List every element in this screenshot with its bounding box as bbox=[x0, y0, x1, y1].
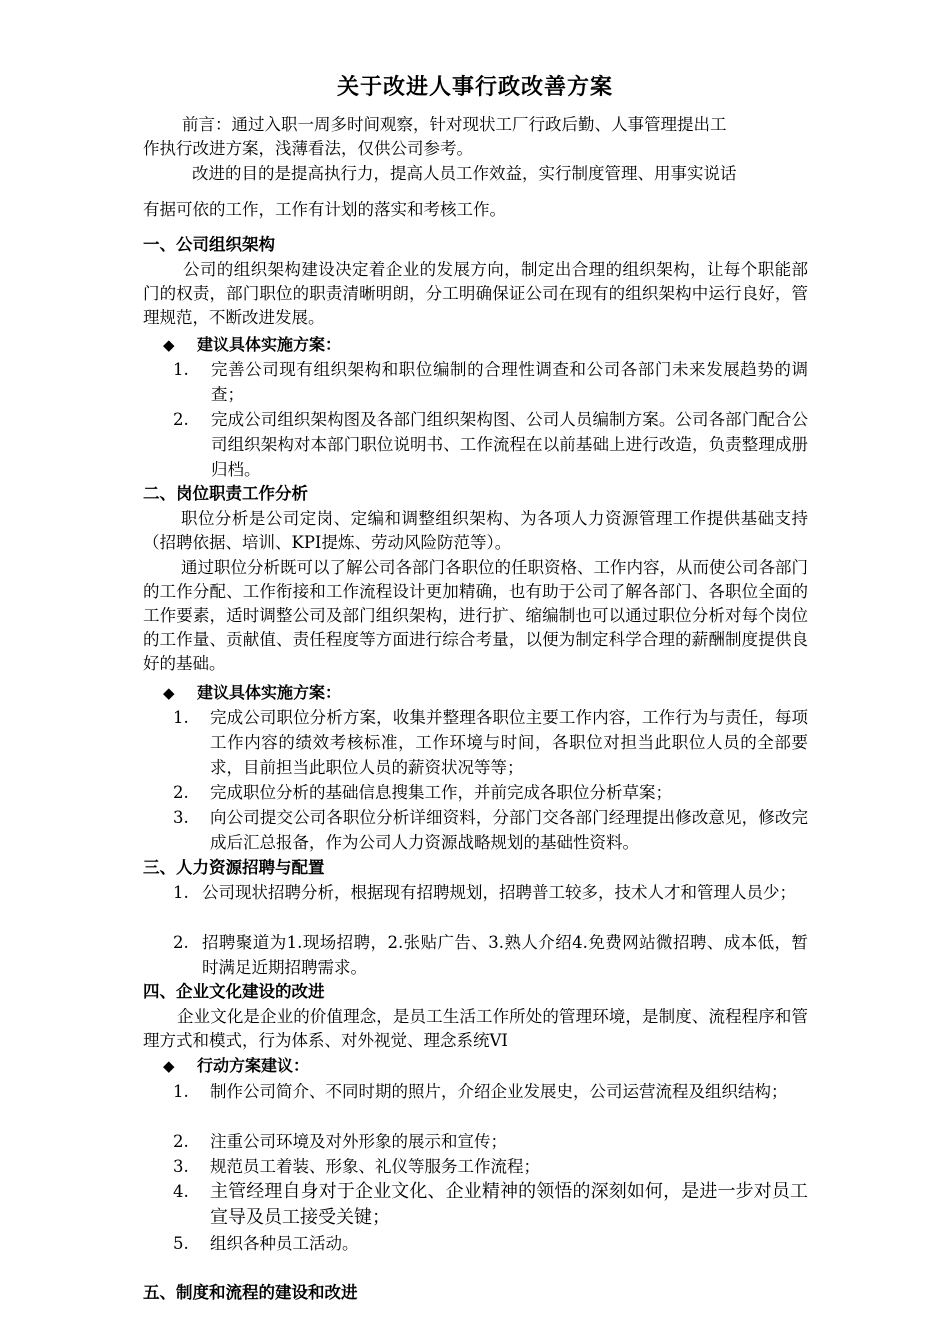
diamond-bullet-icon: ◆ bbox=[163, 1057, 175, 1075]
section-heading: 三、人力资源招聘与配置 bbox=[143, 858, 325, 877]
item-text: 完善公司现有组织架构和职位编制的合理性调查和公司各部门未来发展趋势的调查； bbox=[211, 360, 808, 404]
bullet-heading bbox=[163, 1054, 309, 1078]
section-paragraph: 职位分析是公司定岗、定编和调整组织架构、为各项人力资源管理工作提供基础支持（招聘依据、培训、KPI提炼、劳动风险防范等）。 bbox=[143, 509, 808, 552]
bullet-heading bbox=[163, 681, 341, 705]
item-number: 1. bbox=[173, 883, 189, 902]
diamond-bullet-icon: ◆ bbox=[163, 336, 175, 354]
section-paragraph: 公司的组织架构建设决定着企业的发展方向，制定出合理的组织架构，让每个职能部门的权责，部门职位的职责清晰明朗，分工明确保证公司在现有的组织架构中运行良好，管理规范，不断改进发展。 bbox=[143, 260, 808, 327]
item-number: 2. bbox=[173, 933, 189, 952]
diamond-bullet-icon: ◆ bbox=[163, 684, 175, 702]
item-text: 公司现状招聘分析，根据现有招聘规划，招聘普工较多，技术人才和管理人员少； bbox=[202, 883, 796, 902]
item-number: 3. bbox=[173, 1157, 189, 1176]
section-heading: 四、企业文化建设的改进 bbox=[143, 982, 325, 1001]
section-paragraph: 通过职位分析既可以了解公司各部门各职位的任职资格、工作内容，从而使公司各部门的工作分配、工作衔接和工作流程设计更加精确，也有助于公司了解各部门、各职位全面的工作要素，适时调整公司及部门组织架构，进行扩、缩编制也可以通过职位分析对每个岗位的工作量、贡献值、责任程度等方面进行综合考量，以便为制定科学合理的薪酬制度提供良好的基础。 bbox=[143, 558, 808, 673]
item-text: 完成公司职位分析方案，收集并整理各职位主要工作内容，工作行为与责任，每项工作内容的绩效考核标准，工作环境与时间，各职位对担当此职位人员的全部要求，目前担当此职位人员的薪资状况等等； bbox=[210, 708, 808, 777]
item-number: 1. bbox=[173, 1082, 189, 1101]
preface-line: 前言：通过入职一周多时间观察，针对现状工厂行政后勤、人事管理提出工 bbox=[182, 115, 727, 134]
item-number: 4. bbox=[173, 1182, 189, 1201]
item-text: 组织各种员工活动。 bbox=[210, 1234, 359, 1253]
item-number: 1. bbox=[173, 708, 189, 727]
item-text: 注重公司环境及对外形象的展示和宣传； bbox=[210, 1132, 507, 1151]
item-text: 完成公司组织架构图及各部门组织架构图、公司人员编制方案。公司各部门配合公司组织架构对本部门职位说明书、工作流程在以前基础上进行改造，负责整理成册归档。 bbox=[211, 410, 808, 479]
bullet-label: 建议具体实施方案： bbox=[197, 683, 342, 702]
section-paragraph: 企业文化是企业的价值理念，是员工生活工作所处的管理环境，是制度、流程程序和管理方式和模式，行为体系、对外视觉、理念系统VI bbox=[143, 1007, 808, 1050]
purpose-line: 有据可依的工作，工作有计划的落实和考核工作。 bbox=[143, 200, 506, 219]
section-heading: 一、公司组织架构 bbox=[143, 235, 275, 254]
item-number: 2. bbox=[173, 1132, 189, 1151]
preface-line: 作执行改进方案，浅薄看法，仅供公司参考。 bbox=[143, 139, 473, 158]
bullet-label: 行动方案建议： bbox=[197, 1056, 310, 1075]
item-number: 2. bbox=[173, 410, 189, 429]
item-text: 向公司提交公司各职位分析详细资料，分部门交各部门经理提出修改意见，修改完成后汇总报备，作为公司人力资源战略规划的基础性资料。 bbox=[210, 808, 808, 852]
item-text: 规范员工着装、形象、礼仪等服务工作流程； bbox=[210, 1157, 540, 1176]
purpose-line: 改进的目的是提高执行力，提高人员工作效益，实行制度管理、用事实说话 bbox=[192, 164, 737, 183]
section-heading: 二、岗位职责工作分析 bbox=[143, 484, 308, 503]
item-text: 主管经理自身对于企业文化、企业精神的领悟的深刻如何，是进一步对员工宣导及员工接受关键； bbox=[210, 1181, 808, 1228]
item-text: 制作公司简介、不同时期的照片，介绍企业发展史，公司运营流程及组织结构； bbox=[210, 1082, 788, 1101]
bullet-heading bbox=[163, 333, 341, 357]
item-number: 5. bbox=[173, 1234, 189, 1253]
document-title: 关于改进人事行政改善方案 bbox=[336, 75, 613, 100]
bullet-label: 建议具体实施方案： bbox=[197, 335, 342, 354]
item-text: 招聘聚道为1.现场招聘，2.张贴广告、3.熟人介绍4.免费网站微招聘、成本低，暂时满足近期招聘需求。 bbox=[202, 933, 808, 977]
item-text: 完成职位分析的基础信息搜集工作，并前完成各职位分析草案； bbox=[210, 783, 672, 802]
item-number: 3. bbox=[173, 808, 189, 827]
item-number: 2. bbox=[173, 783, 189, 802]
item-number: 1. bbox=[173, 360, 189, 379]
section-heading: 五、制度和流程的建设和改进 bbox=[143, 1283, 358, 1302]
